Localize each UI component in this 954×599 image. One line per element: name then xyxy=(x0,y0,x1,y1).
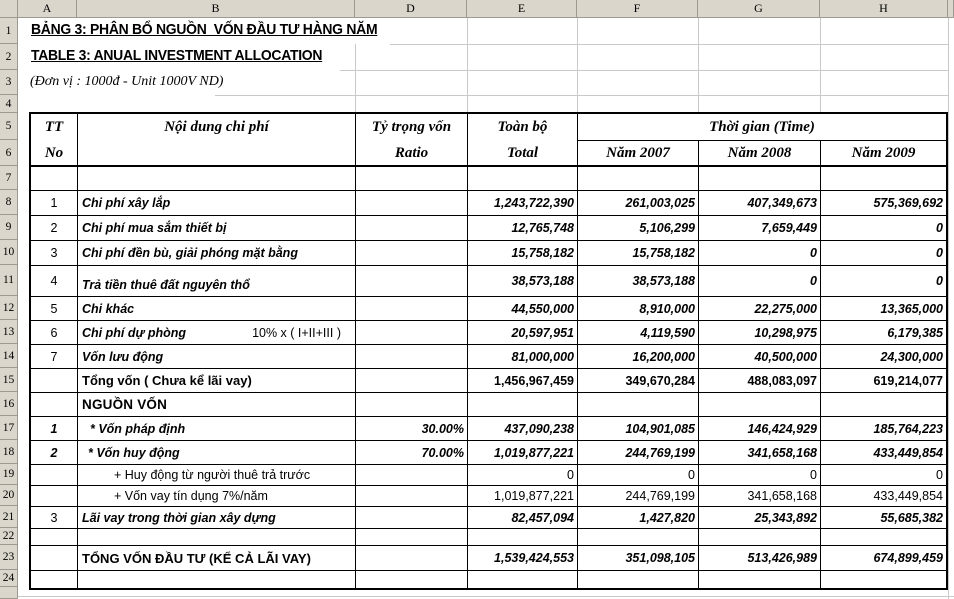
row-label: Lãi vay trong thời gian xây dựng xyxy=(82,510,276,525)
row-header-10[interactable]: 10 xyxy=(0,240,18,265)
cell-F22[interactable] xyxy=(578,529,699,545)
sheet-unit-note[interactable]: (Đơn vị : 1000đ - Unit 1000V ND) xyxy=(30,74,224,89)
cell-G23[interactable]: 513,426,989 xyxy=(699,546,821,570)
cell-A19[interactable] xyxy=(31,465,78,485)
cell-B14[interactable] xyxy=(78,345,356,368)
cell-E15[interactable]: 1,456,967,459 xyxy=(468,369,578,392)
cell-B16[interactable] xyxy=(78,393,356,416)
cell-H18[interactable]: 433,449,854 xyxy=(873,445,943,460)
cell-G21[interactable]: 25,343,892 xyxy=(699,507,821,528)
cell-A22[interactable] xyxy=(31,529,78,545)
row-header-12[interactable]: 12 xyxy=(0,296,18,320)
cell-E22[interactable] xyxy=(468,529,578,545)
cell-B12[interactable] xyxy=(78,297,356,320)
table-row-18 xyxy=(31,441,946,465)
cell-E11[interactable]: 38,573,188 xyxy=(468,266,578,296)
cell-E10[interactable]: 15,758,182 xyxy=(468,241,578,265)
gridline-v xyxy=(467,18,468,112)
cell-D15[interactable] xyxy=(356,369,468,392)
table-header-row-5 xyxy=(31,114,946,141)
cell-A11[interactable]: 4 xyxy=(31,266,78,296)
cell-F16[interactable] xyxy=(578,393,699,416)
cell-F19[interactable]: 0 xyxy=(578,465,699,485)
cell-F23[interactable]: 351,098,105 xyxy=(578,546,699,570)
cell-G19[interactable]: 0 xyxy=(699,465,821,485)
cell-A24[interactable] xyxy=(31,571,78,588)
gridline-v xyxy=(820,18,821,112)
cell-F8[interactable]: 261,003,025 xyxy=(578,191,699,215)
cell-H15[interactable]: 619,214,077 xyxy=(873,373,943,388)
row-header-2[interactable]: 2 xyxy=(0,44,18,70)
col-header-E[interactable]: E xyxy=(467,0,577,18)
table-row-20 xyxy=(31,486,946,507)
cell-D20[interactable] xyxy=(356,486,468,506)
cell-H13[interactable]: 6,179,385 xyxy=(887,325,943,340)
cell-F21[interactable]: 1,427,820 xyxy=(578,507,699,528)
investment-table xyxy=(29,112,948,590)
cell-G8[interactable]: 407,349,673 xyxy=(699,191,821,215)
cell-B22[interactable] xyxy=(78,529,356,545)
col-header-H[interactable]: H xyxy=(820,0,948,18)
cell-G11[interactable]: 0 xyxy=(699,266,821,296)
cell-H11[interactable]: 0 xyxy=(936,274,943,288)
cell-H7[interactable] xyxy=(821,167,946,190)
gridline-h xyxy=(215,95,948,96)
cell-F14[interactable]: 16,200,000 xyxy=(578,345,699,368)
row-header-5[interactable]: 5 xyxy=(0,113,18,140)
cell-H9[interactable]: 0 xyxy=(936,221,943,235)
header-cell-ratio-vn[interactable]: Tỷ trọng vốn xyxy=(356,114,468,141)
cell-E20[interactable]: 1,019,877,221 xyxy=(468,486,578,506)
cell-F12[interactable]: 8,910,000 xyxy=(578,297,699,320)
cell-D14[interactable] xyxy=(356,345,468,368)
row-label: Chi phí đền bù, giải phóng mặt bằng xyxy=(82,246,298,260)
cell-A13[interactable]: 6 xyxy=(31,321,78,344)
header-cell-year-2009[interactable]: Năm 2009 xyxy=(851,144,916,161)
header-cell-ratio-en[interactable]: Ratio xyxy=(356,141,468,165)
cell-H23[interactable]: 674,899,459 xyxy=(873,551,943,565)
table-row-21 xyxy=(31,507,946,529)
cell-H20[interactable]: 433,449,854 xyxy=(873,489,943,503)
cell-H14[interactable]: 24,300,000 xyxy=(880,349,943,364)
cell-F24[interactable] xyxy=(578,571,699,588)
header-cell-year-2008[interactable]: Năm 2008 xyxy=(699,141,821,165)
cell-B11[interactable] xyxy=(78,266,356,296)
cell-B13[interactable] xyxy=(78,321,356,344)
col-header-sliver[interactable] xyxy=(948,0,954,18)
table-row-15 xyxy=(31,369,946,393)
row-label: Chi phí xây lắp xyxy=(82,196,171,210)
row-label: Tổng vốn ( Chưa kể lãi vay) xyxy=(82,373,252,388)
row-label: Chi khác xyxy=(82,301,135,316)
cell-B7[interactable] xyxy=(78,167,356,190)
row-label: + Huy động từ người thuê trả trước xyxy=(114,468,311,482)
cell-D13[interactable] xyxy=(356,321,468,344)
row-header-partial[interactable] xyxy=(0,587,18,599)
table-row-16 xyxy=(31,393,946,417)
row-header-19[interactable]: 19 xyxy=(0,464,18,485)
row-header-9[interactable]: 9 xyxy=(0,215,18,240)
cell-H10[interactable]: 0 xyxy=(936,246,943,260)
cell-A14[interactable]: 7 xyxy=(31,345,78,368)
col-header-F[interactable]: F xyxy=(577,0,698,18)
cell-H12[interactable]: 13,365,000 xyxy=(880,301,943,316)
row-label: * Vốn huy động xyxy=(88,445,180,460)
sheet-title-vietnamese[interactable]: BẢNG 3: PHÂN BỔ NGUỒN VỐN ĐẦU TƯ HÀNG NĂM xyxy=(31,21,378,38)
sheet-title-english[interactable]: TABLE 3: ANUAL INVESTMENT ALLOCATION xyxy=(31,47,323,64)
cell-G24[interactable] xyxy=(699,571,821,588)
cell-F20[interactable]: 244,769,199 xyxy=(578,486,699,506)
cell-A12[interactable]: 5 xyxy=(31,297,78,320)
row-header-13[interactable]: 13 xyxy=(0,320,18,344)
gridline-v xyxy=(698,18,699,112)
cell-G10[interactable]: 0 xyxy=(699,241,821,265)
row-label: Trả tiền thuê đất nguyên thổ xyxy=(82,278,250,292)
cell-G12[interactable]: 22,275,000 xyxy=(699,297,821,320)
row-header-21[interactable]: 21 xyxy=(0,506,18,528)
cell-H21[interactable]: 55,685,382 xyxy=(880,510,943,525)
gridline-h xyxy=(18,596,954,597)
cell-F7[interactable] xyxy=(578,167,699,190)
cell-B18[interactable] xyxy=(78,441,356,464)
cell-E16[interactable] xyxy=(468,393,578,416)
table-row-11 xyxy=(31,266,946,297)
header-cell-year-2007[interactable]: Năm 2007 xyxy=(578,141,699,165)
header-cell-content-blank[interactable] xyxy=(78,141,356,165)
cell-B10[interactable] xyxy=(78,241,356,265)
header-cell-tt[interactable]: TT xyxy=(31,114,78,141)
cell-E14[interactable]: 81,000,000 xyxy=(468,345,578,368)
table-row-8 xyxy=(31,191,946,216)
table-row-14 xyxy=(31,345,946,369)
cell-D17[interactable]: 30.00% xyxy=(356,417,468,440)
row-label: TỔNG VỐN ĐẦU TƯ (KỂ CẢ LÃI VAY) xyxy=(82,550,311,566)
table-row-17 xyxy=(31,417,946,441)
cell-F15[interactable]: 349,670,284 xyxy=(578,369,699,392)
cell-E7[interactable] xyxy=(468,167,578,190)
table-header-row-6 xyxy=(31,141,946,167)
row-header-23[interactable]: 23 xyxy=(0,545,18,570)
table-row-12 xyxy=(31,297,946,321)
cell-D10[interactable] xyxy=(356,241,468,265)
cell-G18[interactable]: 341,658,168 xyxy=(699,441,821,464)
row-header-8[interactable]: 8 xyxy=(0,190,18,215)
cell-D18[interactable]: 70.00% xyxy=(356,441,468,464)
cell-A21[interactable]: 3 xyxy=(31,507,78,528)
cell-E19[interactable]: 0 xyxy=(468,465,578,485)
gridline-h xyxy=(390,44,948,45)
cell-A10[interactable]: 3 xyxy=(31,241,78,265)
cell-D24[interactable] xyxy=(356,571,468,588)
select-all-corner[interactable] xyxy=(0,0,18,18)
gridline-h xyxy=(340,70,948,71)
header-cell-content[interactable]: Nội dung chi phí xyxy=(78,114,356,141)
cell-B8[interactable] xyxy=(78,191,356,215)
col-header-G[interactable]: G xyxy=(698,0,820,18)
cell-F10[interactable]: 15,758,182 xyxy=(578,241,699,265)
row-header-22[interactable]: 22 xyxy=(0,528,18,545)
row-header-6[interactable]: 6 xyxy=(0,140,18,166)
cell-G13[interactable]: 10,298,975 xyxy=(699,321,821,344)
cell-E18[interactable]: 1,019,877,221 xyxy=(468,441,578,464)
table-row-9 xyxy=(31,216,946,241)
table-row-7 xyxy=(31,167,946,191)
table-row-10 xyxy=(31,241,946,266)
cell-F13[interactable]: 4,119,590 xyxy=(578,321,699,344)
cell-B24[interactable] xyxy=(78,571,356,588)
cell-B21[interactable] xyxy=(78,507,356,528)
cell-E17[interactable]: 437,090,238 xyxy=(468,417,578,440)
cell-E23[interactable]: 1,539,424,553 xyxy=(468,546,578,570)
header-cell-no[interactable]: No xyxy=(31,141,78,165)
row-header-4[interactable]: 4 xyxy=(0,95,18,113)
row-header-3[interactable]: 3 xyxy=(0,70,18,95)
cell-D9[interactable] xyxy=(356,216,468,240)
cell-G7[interactable] xyxy=(699,167,821,190)
cell-A15[interactable] xyxy=(31,369,78,392)
cell-G15[interactable]: 488,083,097 xyxy=(699,369,821,392)
cell-A23[interactable] xyxy=(31,546,78,570)
cell-D16[interactable] xyxy=(356,393,468,416)
cell-E9[interactable]: 12,765,748 xyxy=(468,216,578,240)
cell-G16[interactable] xyxy=(699,393,821,416)
row-header-16[interactable]: 16 xyxy=(0,392,18,416)
col-header-D[interactable]: D xyxy=(355,0,467,18)
cell-D8[interactable] xyxy=(356,191,468,215)
cell-G17[interactable]: 146,424,929 xyxy=(699,417,821,440)
cell-F17[interactable]: 104,901,085 xyxy=(578,417,699,440)
row-header-7[interactable]: 7 xyxy=(0,166,18,190)
col-header-B[interactable]: B xyxy=(77,0,355,18)
cell-F11[interactable]: 38,573,188 xyxy=(578,266,699,296)
row-header-15[interactable]: 15 xyxy=(0,368,18,392)
table-row-23 xyxy=(31,546,946,571)
header-cell-total-en[interactable]: Total xyxy=(468,141,578,165)
col-header-A[interactable]: A xyxy=(18,0,77,18)
cell-H22[interactable] xyxy=(821,529,946,545)
cell-F18[interactable]: 244,769,199 xyxy=(578,441,699,464)
cell-H17[interactable]: 185,764,223 xyxy=(873,421,943,436)
cell-E21[interactable]: 82,457,094 xyxy=(468,507,578,528)
cell-E13[interactable]: 20,597,951 xyxy=(468,321,578,344)
row-header-18[interactable]: 18 xyxy=(0,440,18,464)
cell-D11[interactable] xyxy=(356,266,468,296)
row-label: * Vốn pháp định xyxy=(90,421,186,436)
cell-G20[interactable]: 341,658,168 xyxy=(699,486,821,506)
cell-B9[interactable] xyxy=(78,216,356,240)
cell-B17[interactable] xyxy=(78,417,356,440)
row-header-17[interactable]: 17 xyxy=(0,416,18,440)
cell-A20[interactable] xyxy=(31,486,78,506)
table-row-19 xyxy=(31,465,946,486)
header-cell-time[interactable]: Thời gian (Time) xyxy=(578,114,946,141)
gridline-v xyxy=(355,44,356,112)
row-label: Chi phí mua sắm thiết bị xyxy=(82,221,227,235)
row-header-14[interactable]: 14 xyxy=(0,344,18,368)
cell-H16[interactable] xyxy=(821,393,946,416)
row-header-24[interactable]: 24 xyxy=(0,570,18,587)
gridline-v xyxy=(577,18,578,112)
cell-G14[interactable]: 40,500,000 xyxy=(699,345,821,368)
row-header-20[interactable]: 20 xyxy=(0,485,18,506)
cell-D12[interactable] xyxy=(356,297,468,320)
row-header-1[interactable]: 1 xyxy=(0,18,18,44)
cell-H8[interactable]: 575,369,692 xyxy=(873,196,943,210)
cell-B15[interactable] xyxy=(78,369,356,392)
contingency-formula-note: 10% x ( I+II+III ) xyxy=(252,325,341,340)
row-label: Chi phí dự phòng xyxy=(82,325,187,340)
cell-E8[interactable]: 1,243,722,390 xyxy=(468,191,578,215)
cell-A7[interactable] xyxy=(31,167,78,190)
row-label: NGUỒN VỐN xyxy=(82,397,168,412)
cell-F9[interactable]: 5,106,299 xyxy=(578,216,699,240)
table-row-22 xyxy=(31,529,946,546)
row-label: Vốn lưu động xyxy=(82,349,164,364)
row-label: + Vốn vay tín dụng 7%/năm xyxy=(114,489,268,503)
cell-E12[interactable]: 44,550,000 xyxy=(468,297,578,320)
header-cell-total-vn[interactable]: Toàn bộ xyxy=(468,114,578,141)
row-header-11[interactable]: 11 xyxy=(0,265,18,296)
cell-A8[interactable]: 1 xyxy=(31,191,78,215)
cell-A9[interactable]: 2 xyxy=(31,216,78,240)
cell-D22[interactable] xyxy=(356,529,468,545)
cell-B20[interactable] xyxy=(78,486,356,506)
cell-A17[interactable]: 1 xyxy=(31,417,78,440)
cell-G9[interactable]: 7,659,449 xyxy=(699,216,821,240)
cell-G22[interactable] xyxy=(699,529,821,545)
table-row-13 xyxy=(31,321,946,345)
cell-D19[interactable] xyxy=(356,465,468,485)
cell-D7[interactable] xyxy=(356,167,468,190)
cell-D23[interactable] xyxy=(356,546,468,570)
cell-H24[interactable] xyxy=(821,571,946,588)
cell-H19[interactable]: 0 xyxy=(936,468,943,482)
cell-A16[interactable] xyxy=(31,393,78,416)
cell-E24[interactable] xyxy=(468,571,578,588)
cell-B23[interactable] xyxy=(78,546,356,570)
cell-B19[interactable] xyxy=(78,465,356,485)
table-row-24 xyxy=(31,571,946,588)
cell-A18[interactable]: 2 xyxy=(31,441,78,464)
gridline-v xyxy=(948,18,949,599)
cell-D21[interactable] xyxy=(356,507,468,528)
